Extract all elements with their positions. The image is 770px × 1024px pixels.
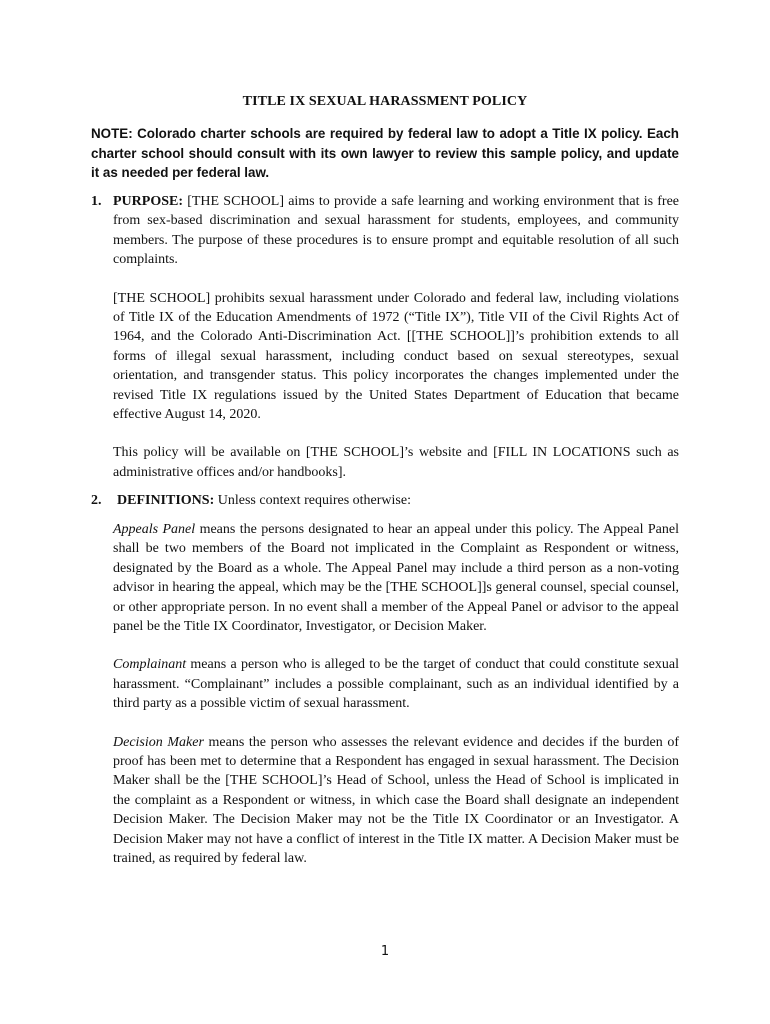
- document-title: TITLE IX SEXUAL HARASSMENT POLICY: [242, 94, 528, 109]
- definition-item: [113, 520, 679, 636]
- purpose-text: [THE SCHOOL] aims to provide a safe learning and working environment that is free from sex-based discrimination and sexual harassment for students, employees, and community members. The purpose of these procedures is to ensure prompt and equitable resolution of all such complaints.: [113, 194, 679, 268]
- definition-term: Decision Maker: [113, 734, 204, 750]
- purpose-section: [91, 192, 679, 482]
- note-paragraph: NOTE: Colorado charter schools are required by federal law to adopt a Title IX policy. Each charter school should consult with its own lawyer to review this sample policy, and update it as needed per federal law.: [91, 126, 679, 180]
- definitions-list: [113, 520, 679, 888]
- purpose-paragraph-3: This policy will be available on [THE SCHOOL]’s website and [FILL IN LOCATIONS such as administrative offices and/or handbooks].: [113, 445, 679, 480]
- section-number: 1.: [91, 194, 102, 209]
- definition-term: Appeals Panel: [113, 522, 196, 537]
- section-number: 2.: [91, 493, 102, 508]
- definitions-section: [91, 491, 679, 510]
- definitions-intro: Unless context requires otherwise:: [214, 493, 411, 508]
- section-heading: PURPOSE:: [113, 194, 183, 209]
- section-heading: DEFINITIONS:: [117, 493, 215, 508]
- definition-item: [113, 733, 679, 869]
- definition-text: means the person who assesses the relevant evidence and decides if the burden of proof has been met to determine that a Respondent has engaged in sexual harassment. The Decision Maker shall be the [THE SCHOOL]’s Head of School, unless the Head of School is implicated in the complaint as a Respondent or witness, in which case the Board shall designate an independent Decision Maker. The Decision Maker may not be the Title IX Coordinator or an Investigator. A Decision Maker may not have a conflict of interest in the Title IX matter. A Decision Maker must be trained, as required by federal law.: [113, 734, 679, 867]
- definition-term: Complainant: [113, 657, 187, 673]
- definition-text: means a person who is alleged to be the target of conduct that could constitute sexual harassment. “Complainant” includes a possible complainant, such as an individual identified by a third party as a possible victim of sexual harassment.: [113, 657, 679, 712]
- definition-text: means the persons designated to hear an appeal under this policy. The Appeal Panel shall be two members of the Board not implicated in the Complaint as Respondent or witness, designated by the Board as a whole. The Appeal Panel may include a third person as a non-voting advisor in hearing the appeal, which may be the [THE SCHOOL]]s general counsel, special counsel, or other appropriate person. In no event shall a member of the Appeal Panel or advisor to the appeal panel be the Title IX Coordinator, Investigator, or Decision Maker.: [113, 522, 679, 635]
- page-number: 1: [380, 944, 390, 959]
- purpose-paragraph-2: [THE SCHOOL] prohibits sexual harassment under Colorado and federal law, including violations of Title IX of the Education Amendments of 1972 (“Title IX”), Title VII of the Civil Rights Act of 1964, and the Colorado Anti-Discrimination Act. [[THE SCHOOL]]’s prohibition extends to all forms of illegal sexual harassment, including conduct based on sexual stereotypes, sexual orientation, and transgender status. This policy incorporates the changes implemented under the revised Title IX regulations issued by the United States Department of Education that became effective August 14, 2020.: [113, 290, 679, 423]
- purpose-paragraph-1: [113, 192, 679, 270]
- definition-item: [113, 655, 679, 713]
